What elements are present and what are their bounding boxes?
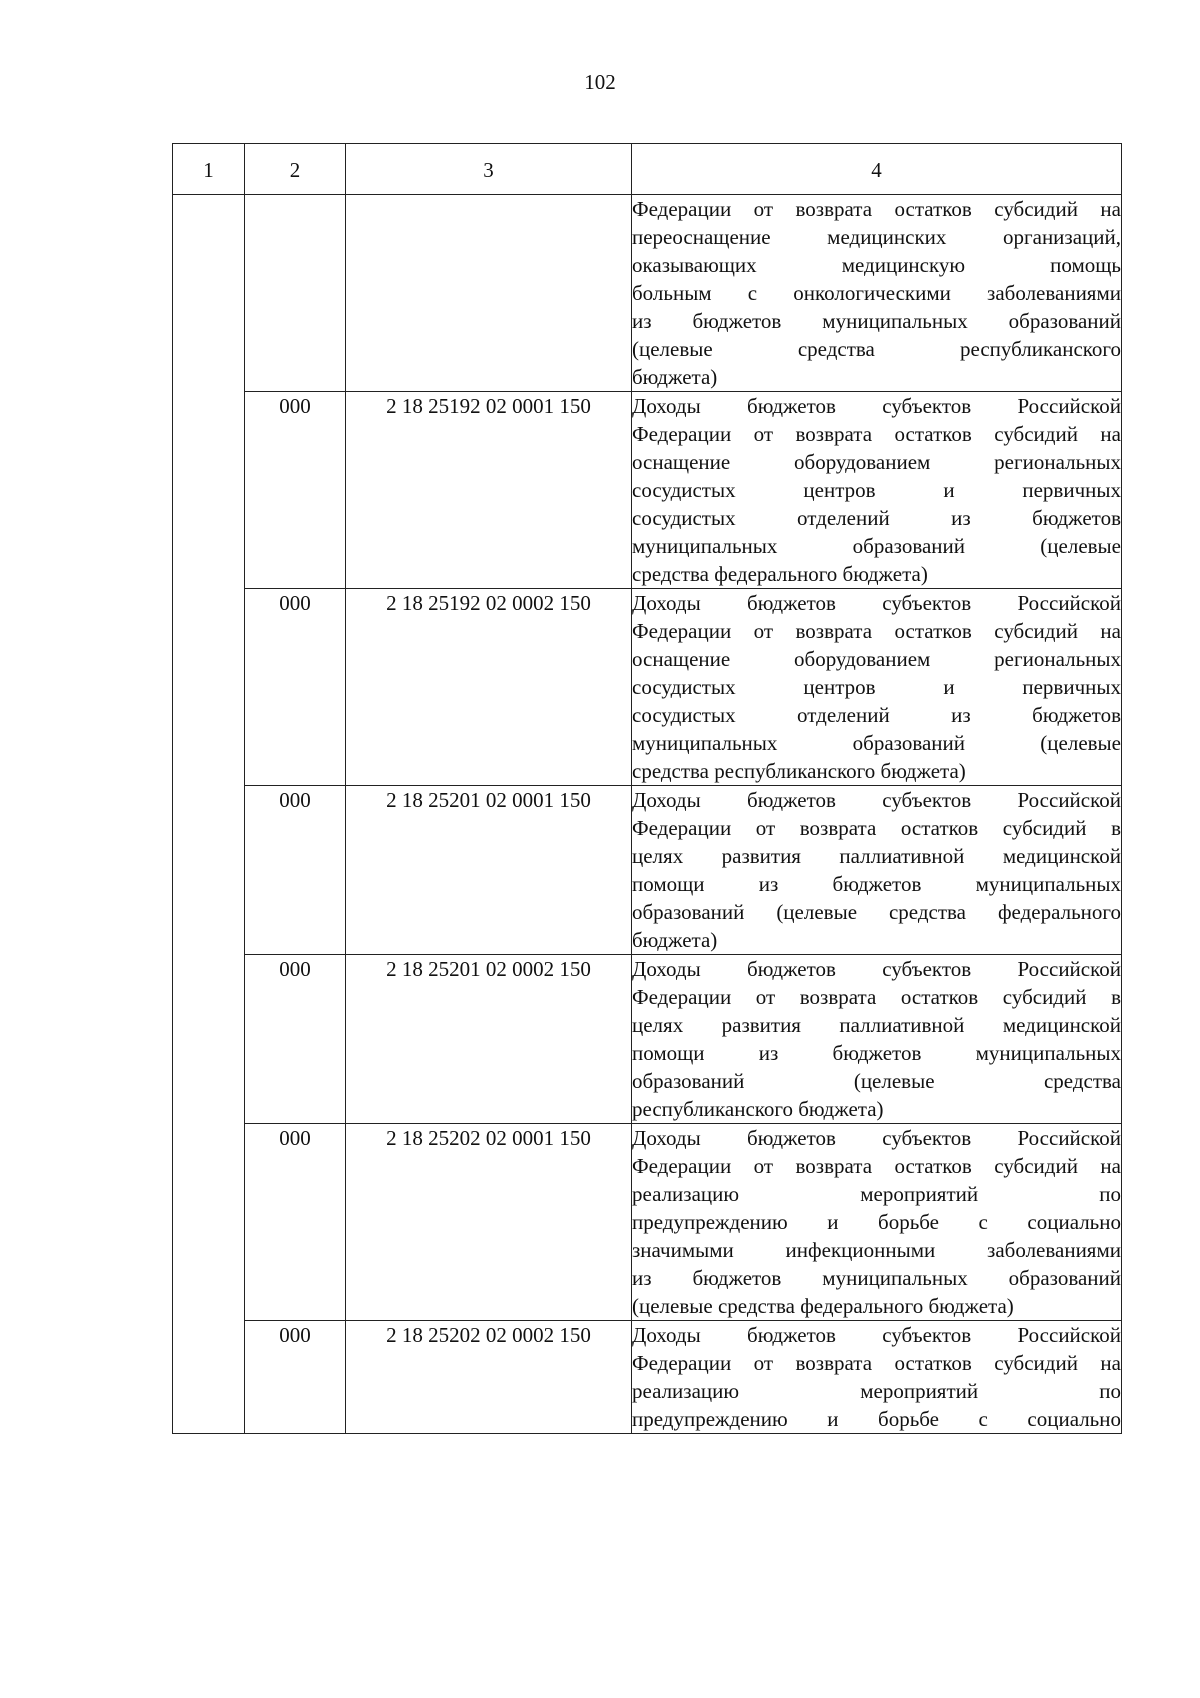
description-cell [632, 955, 1122, 1124]
table-row [173, 195, 1122, 392]
description-line: переоснащение медицинских организаций, [632, 225, 1121, 249]
description-line: Федерации от возврата остатков субсидий в [632, 985, 1121, 1009]
table-row [173, 955, 1122, 1124]
budget-codes-table [172, 143, 1122, 1434]
description-line: Доходы бюджетов субъектов Российской [632, 394, 1121, 418]
description-line: средства федерального бюджета) [632, 562, 928, 586]
description-line: Доходы бюджетов субъектов Российской [632, 591, 1121, 615]
budget-code-cell: 2 18 25201 02 0001 150 [346, 786, 632, 955]
description-line: оснащение оборудованием региональных [632, 450, 1121, 474]
description-line: целях развития паллиативной медицинской [632, 1013, 1121, 1037]
budget-code-cell: 2 18 25192 02 0002 150 [346, 589, 632, 786]
admin-code-cell [245, 195, 346, 392]
description-line: (целевые средства республиканского [632, 337, 1121, 361]
budget-code-cell: 2 18 25202 02 0001 150 [346, 1124, 632, 1321]
description-line: Доходы бюджетов субъектов Российской [632, 957, 1121, 981]
admin-code-cell: 000 [245, 589, 346, 786]
description-line: значимыми инфекционными заболеваниями [632, 1238, 1121, 1262]
table-row [173, 392, 1122, 589]
admin-code-cell: 000 [245, 1124, 346, 1321]
description-line: Федерации от возврата остатков субсидий в [632, 816, 1121, 840]
description-line: целях развития паллиативной медицинской [632, 844, 1121, 868]
description-line: оснащение оборудованием региональных [632, 647, 1121, 671]
description-line: оказывающих медицинскую помощь [632, 253, 1121, 277]
description-line: предупреждению и борьбе с социально [632, 1407, 1121, 1431]
description-line: образований (целевые средства федерального [632, 900, 1121, 924]
description-line: сосудистых отделений из бюджетов [632, 703, 1121, 727]
description-line: реализацию мероприятий по [632, 1379, 1121, 1403]
description-line: бюджета) [632, 365, 718, 389]
header-col-3: 3 [346, 144, 632, 195]
description-line: республиканского бюджета) [632, 1097, 884, 1121]
page-number: 102 [584, 70, 616, 94]
budget-code-cell [346, 195, 632, 392]
description-cell [632, 392, 1122, 589]
table-row [173, 786, 1122, 955]
description-line: Федерации от возврата остатков субсидий на [632, 619, 1121, 643]
description-line: Федерации от возврата остатков субсидий на [632, 1351, 1121, 1375]
description-line: помощи из бюджетов муниципальных [632, 1041, 1121, 1065]
table-body [173, 195, 1122, 1434]
description-line: муниципальных образований (целевые [632, 731, 1121, 755]
table-row [173, 1124, 1122, 1321]
description-line: Федерации от возврата остатков субсидий на [632, 1154, 1121, 1178]
description-line: Доходы бюджетов субъектов Российской [632, 1323, 1121, 1347]
budget-code-cell: 2 18 25202 02 0002 150 [346, 1321, 632, 1434]
description-cell [632, 1124, 1122, 1321]
budget-code-cell: 2 18 25201 02 0002 150 [346, 955, 632, 1124]
description-line: помощи из бюджетов муниципальных [632, 872, 1121, 896]
description-line: Федерации от возврата остатков субсидий на [632, 422, 1121, 446]
description-line: сосудистых центров и первичных [632, 675, 1121, 699]
description-cell [632, 589, 1122, 786]
description-cell [632, 195, 1122, 392]
table-row [173, 589, 1122, 786]
admin-code-cell: 000 [245, 1321, 346, 1434]
header-col-1: 1 [173, 144, 245, 195]
description-line: из бюджетов муниципальных образований [632, 1266, 1121, 1290]
column-1-cell [173, 195, 245, 1434]
description-line: реализацию мероприятий по [632, 1182, 1121, 1206]
admin-code-cell: 000 [245, 392, 346, 589]
header-col-2: 2 [245, 144, 346, 195]
description-line: средства республиканского бюджета) [632, 759, 966, 783]
table-row [173, 1321, 1122, 1434]
description-cell [632, 1321, 1122, 1434]
description-line: образований (целевые средства [632, 1069, 1121, 1093]
admin-code-cell: 000 [245, 955, 346, 1124]
description-line: сосудистых отделений из бюджетов [632, 506, 1121, 530]
description-line: (целевые средства федерального бюджета) [632, 1294, 1014, 1318]
description-line: Федерации от возврата остатков субсидий на [632, 197, 1121, 221]
description-line: бюджета) [632, 928, 718, 952]
description-line: из бюджетов муниципальных образований [632, 309, 1121, 333]
header-row [173, 144, 1122, 195]
admin-code-cell: 000 [245, 786, 346, 955]
header-col-4: 4 [632, 144, 1122, 195]
table-header [173, 144, 1122, 195]
description-line: сосудистых центров и первичных [632, 478, 1121, 502]
description-line: больным с онкологическими заболеваниями [632, 281, 1121, 305]
description-line: Доходы бюджетов субъектов Российской [632, 1126, 1121, 1150]
budget-code-cell: 2 18 25192 02 0001 150 [346, 392, 632, 589]
description-cell [632, 786, 1122, 955]
description-line: муниципальных образований (целевые [632, 534, 1121, 558]
description-line: предупреждению и борьбе с социально [632, 1210, 1121, 1234]
description-line: Доходы бюджетов субъектов Российской [632, 788, 1121, 812]
